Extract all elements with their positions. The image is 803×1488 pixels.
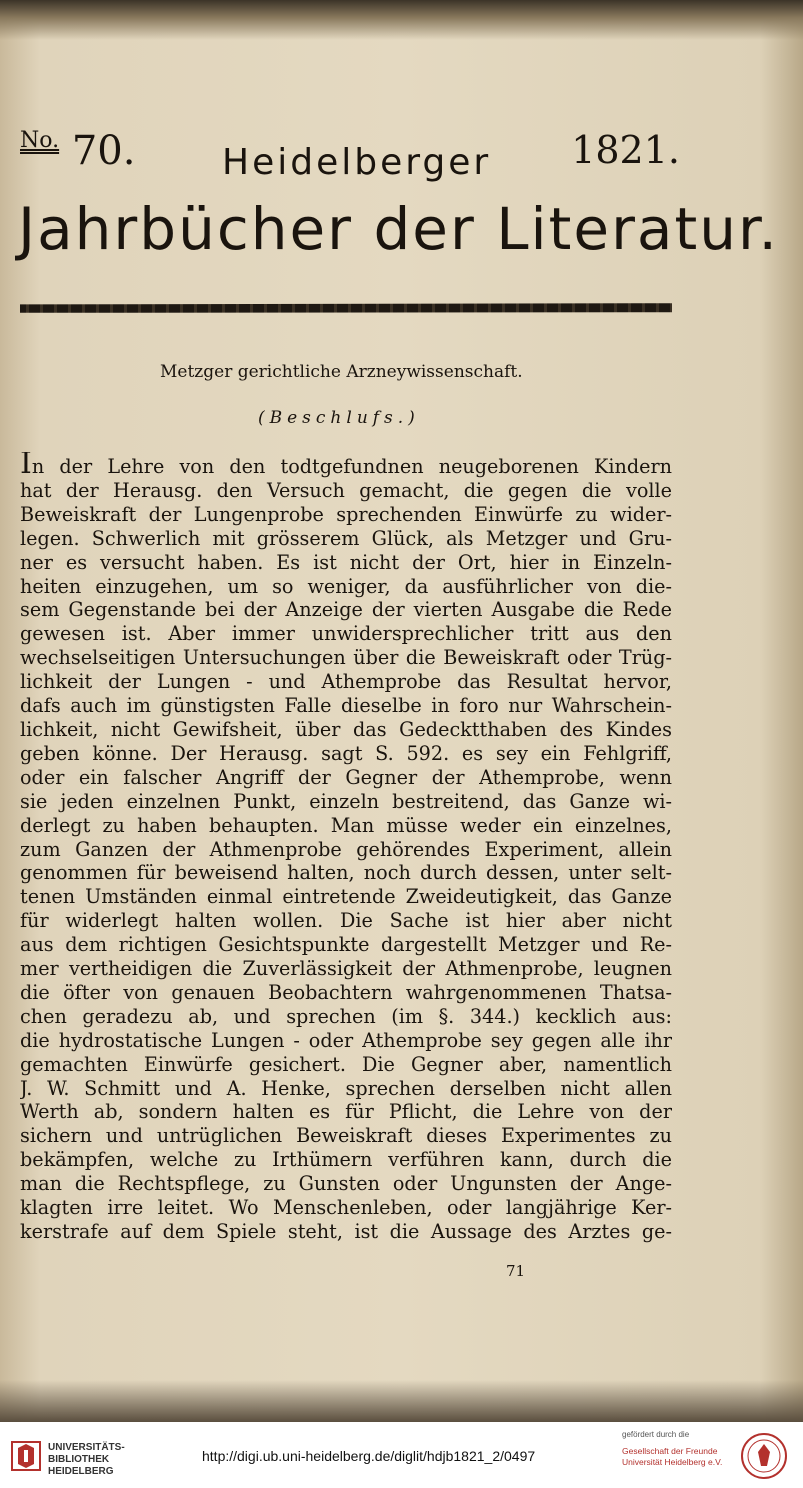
body-line: für widerlegt halten wollen. Die Sache ist hier aber nicht — [20, 909, 672, 933]
body-line: zum Ganzen der Athmenprobe gehörendes Experiment, allein — [20, 837, 672, 861]
library-name — [48, 1442, 125, 1478]
library-name-line2: BIBLIOTHEK — [48, 1454, 110, 1465]
body-line: die öfter von genauen Beobachtern wahrgenommenen Thatsa- — [20, 980, 672, 1004]
library-name-line1: UNIVERSITÄTS- — [48, 1442, 125, 1453]
body-line: hat der Herausg. den Versuch gemacht, die gegen die volle — [20, 478, 672, 502]
ornamental-rule — [20, 302, 672, 314]
body-line: man die Rechtspflege, zu Gunsten oder Ungunsten der Ange- — [20, 1172, 672, 1196]
journal-title-line2: Jahrbücher der Literatur. — [18, 195, 779, 263]
body-line: J. W. Schmitt und A. Henke, sprechen derselben nicht allen — [20, 1076, 672, 1100]
body-line: geben könne. Der Herausg. sagt S. 592. es sey ein Fehlgriff, — [20, 741, 672, 765]
body-line: derlegt zu haben behaupten. Man müsse weder ein einzelnes, — [20, 813, 672, 837]
page-number: 71 — [506, 1262, 526, 1280]
journal-title-line1: Heidelberger — [222, 142, 492, 183]
article-title: Metzger gerichtliche Arzneywissenschaft. — [160, 362, 523, 382]
article-body — [20, 452, 672, 1244]
body-line: aus dem richtigen Gesichtspunkte dargestellt Metzger und Re- — [20, 933, 672, 957]
masthead — [20, 120, 680, 190]
issue-number-label: No. — [20, 128, 60, 153]
body-line: genommen für beweisend halten, noch durch dessen, unter selt- — [20, 861, 672, 885]
body-line: sie jeden einzelnen Punkt, einzeln bestreitend, das Ganze wi- — [20, 789, 672, 813]
body-line: klagten irre leitet. Wo Menschenleben, oder langjährige Ker- — [20, 1196, 672, 1220]
body-line: lichkeit der Lungen - und Athemprobe das Resultat hervor, — [20, 670, 672, 694]
university-seal-icon — [740, 1432, 788, 1480]
body-line: chen geradezu ab, und sprechen (im §. 344.) kecklich aus: — [20, 1004, 672, 1028]
body-line: In der Lehre von den todtgefundnen neugeborenen Kindern — [20, 452, 672, 479]
sponsor-name — [622, 1446, 722, 1468]
body-line: mer vertheidigen die Zuverlässigkeit der Athmenprobe, leugnen — [20, 957, 672, 981]
issue-number-value: 70. — [71, 128, 136, 174]
sponsor-name-line1: Gesellschaft der Freunde — [622, 1446, 718, 1456]
body-line: lichkeit, nicht Gewifsheit, über das Gedecktthaben des Kindes — [20, 717, 672, 741]
journal-year: 1821. — [571, 128, 680, 172]
body-line: ner es versucht haben. Es ist nicht der Ort, hier in Einzeln- — [20, 550, 672, 574]
viewer-footer — [0, 1422, 803, 1488]
body-line: gewesen ist. Aber immer unwidersprechlicher tritt aus den — [20, 622, 672, 646]
body-line: sem Gegenstande bei der Anzeige der vierten Ausgabe die Rede — [20, 598, 672, 622]
issue-number — [20, 128, 135, 174]
permalink-url[interactable]: http://digi.ub.uni-heidelberg.de/diglit/hdjb1821_2/0497 — [202, 1448, 536, 1464]
body-line: oder ein falscher Angriff der Gegner der Athemprobe, wenn — [20, 765, 672, 789]
body-line: Beweiskraft der Lungenprobe sprechenden Einwürfe zu wider- — [20, 502, 672, 526]
body-line: Werth ab, sondern halten es für Pflicht, die Lehre von der — [20, 1100, 672, 1124]
body-line: heiten einzugehen, um so weniger, da ausführlicher von die- — [20, 574, 672, 598]
body-line: tenen Umständen einmal eintretende Zweideutigkeit, das Ganze — [20, 885, 672, 909]
sponsor-name-line2: Universität Heidelberg e.V. — [622, 1457, 723, 1467]
library-name-line3: HEIDELBERG — [48, 1466, 114, 1477]
body-line: bekämpfen, welche zu Irthümern verführen kann, durch die — [20, 1148, 672, 1172]
body-line: kerstrafe auf dem Spiele steht, ist die Aussage des Arztes ge- — [20, 1220, 672, 1243]
sponsor-label: gefördert durch die — [622, 1430, 690, 1439]
body-line: gemachten Einwürfe gesichert. Die Gegner aber, namentlich — [20, 1052, 672, 1076]
body-line: die hydrostatische Lungen - oder Athemprobe sey gegen alle ihr — [20, 1028, 672, 1052]
university-library-logo-icon — [10, 1438, 42, 1474]
body-line: wechselseitigen Untersuchungen über die Beweiskraft oder Trüg- — [20, 646, 672, 670]
body-line: legen. Schwerlich mit grösserem Glück, als Metzger und Gru- — [20, 526, 672, 550]
body-line: sichern und untrüglichen Beweiskraft dieses Experimentes zu — [20, 1124, 672, 1148]
article-subtitle: (Beschlufs.) — [258, 408, 420, 428]
body-line: dafs auch im günstigsten Falle dieselbe in foro nur Wahrschein- — [20, 694, 672, 718]
